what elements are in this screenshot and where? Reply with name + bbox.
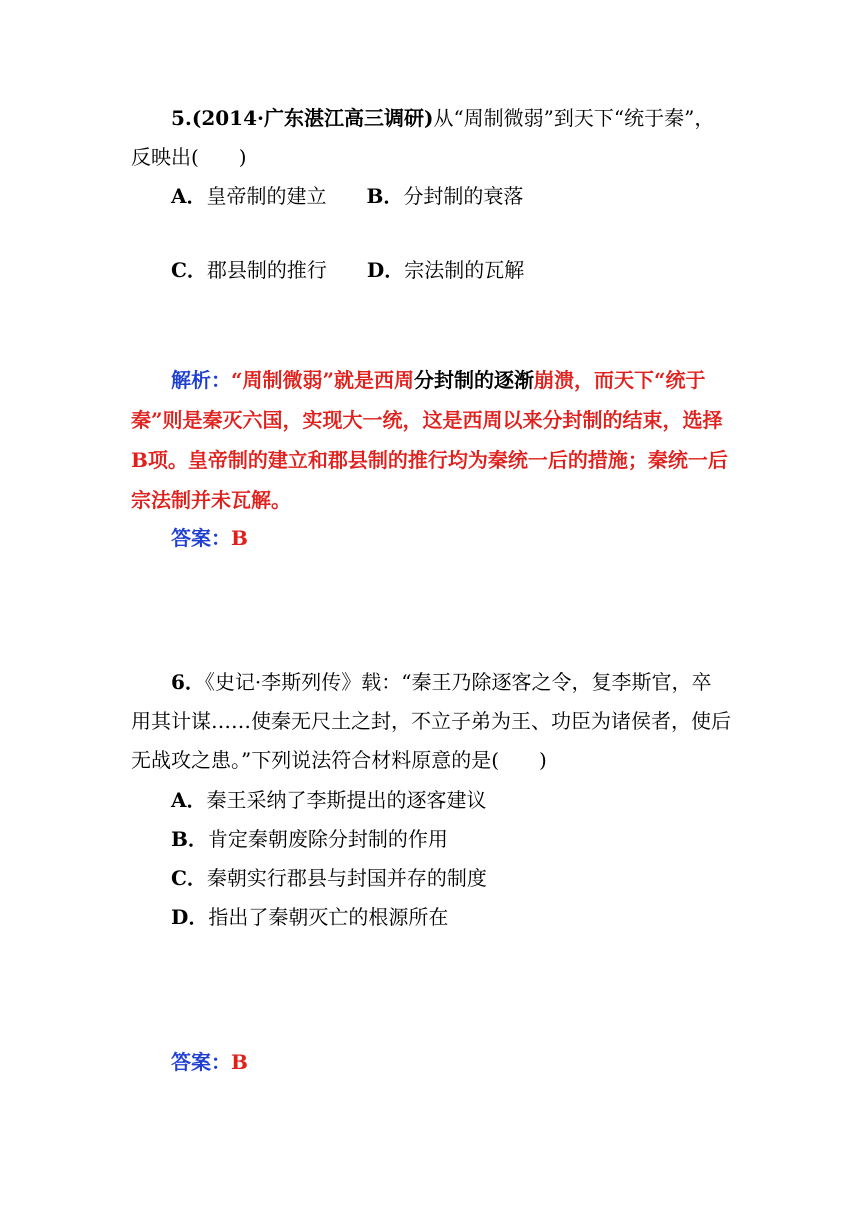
q6-stem-text: 《史记·李斯列传》载：“秦王乃除逐客之令，复李斯官，卒 bbox=[204, 670, 712, 694]
q5-number: 5. bbox=[171, 106, 192, 130]
q5-analysis-line4: 宗法制并未瓦解。 bbox=[131, 488, 291, 512]
q5-stem-line1 bbox=[171, 106, 714, 130]
q5-analysis-text-b: 分封制 bbox=[414, 368, 475, 392]
q6-option-a-text: 秦王采纳了李斯提出的逐客建议 bbox=[206, 788, 487, 812]
q5-options-row2 bbox=[171, 258, 524, 282]
q5-analysis-text-c: 的逐渐 bbox=[474, 368, 535, 392]
q5-answer-value: B bbox=[231, 526, 248, 550]
q5-options-row1 bbox=[171, 184, 523, 208]
q5-source: (2014·广东湛江高三调研) bbox=[191, 106, 434, 130]
q5-option-a-letter: A． bbox=[171, 184, 207, 208]
q6-answer bbox=[171, 1050, 248, 1074]
q6-stem-line1 bbox=[171, 670, 712, 694]
q6-number: 6． bbox=[171, 670, 205, 694]
q6-answer-label: 答案： bbox=[171, 1050, 231, 1074]
q5-option-a-text: 皇帝制的建立 bbox=[206, 184, 327, 208]
q5-option-b-text: 分封制的衰落 bbox=[403, 184, 524, 208]
q6-option-d-letter: D． bbox=[171, 905, 209, 929]
q5-stem-text: 从“周制微弱”到天下“统于秦”， bbox=[433, 106, 715, 130]
q5-analysis-text-a: “周制微弱”就是西周 bbox=[231, 368, 415, 392]
q6-option-c bbox=[171, 866, 487, 890]
q6-answer-value: B bbox=[231, 1050, 248, 1074]
q5-analysis-line1 bbox=[171, 368, 706, 392]
q6-option-b bbox=[171, 827, 448, 851]
q6-option-a-letter: A． bbox=[171, 788, 207, 812]
q5-option-c-text: 郡县制的推行 bbox=[206, 258, 327, 282]
q5-answer bbox=[171, 526, 248, 550]
q5-option-d-letter: D． bbox=[366, 258, 405, 282]
q5-answer-label: 答案： bbox=[171, 526, 231, 550]
q6-option-d-text: 指出了秦朝灭亡的根源所在 bbox=[208, 905, 449, 929]
q5-option-b-letter: B． bbox=[366, 184, 404, 208]
q5-analysis-label: 解析： bbox=[171, 368, 231, 392]
q6-stem-line3: 无战攻之患。”下列说法符合材料原意的是( ) bbox=[131, 748, 547, 772]
q5-stem-line2: 反映出( ) bbox=[131, 145, 247, 169]
q6-option-c-letter: C． bbox=[171, 866, 207, 890]
q5-analysis-line3: B项。皇帝制的建立和郡县制的推行均为秦统一后的措施；秦统一后 bbox=[131, 448, 728, 472]
q5-analysis-line2: 秦”则是秦灭六国，实现大一统，这是西周以来分封制的结束，选择 bbox=[131, 408, 723, 432]
q6-option-d bbox=[171, 905, 448, 929]
q6-option-a bbox=[171, 788, 487, 812]
q6-option-b-letter: B． bbox=[171, 827, 208, 851]
q6-option-b-text: 肯定秦朝废除分封制的作用 bbox=[207, 827, 448, 851]
q5-analysis-text-d: 崩溃，而天下“统于 bbox=[534, 368, 706, 392]
q6-option-c-text: 秦朝实行郡县与封国并存的制度 bbox=[206, 866, 487, 890]
q5-option-c-letter: C． bbox=[171, 258, 207, 282]
q5-option-d-text: 宗法制的瓦解 bbox=[404, 258, 525, 282]
q6-stem-line2: 用其计谋……使秦无尺土之封，不立子弟为王、功臣为诸侯者，使后 bbox=[131, 709, 731, 733]
